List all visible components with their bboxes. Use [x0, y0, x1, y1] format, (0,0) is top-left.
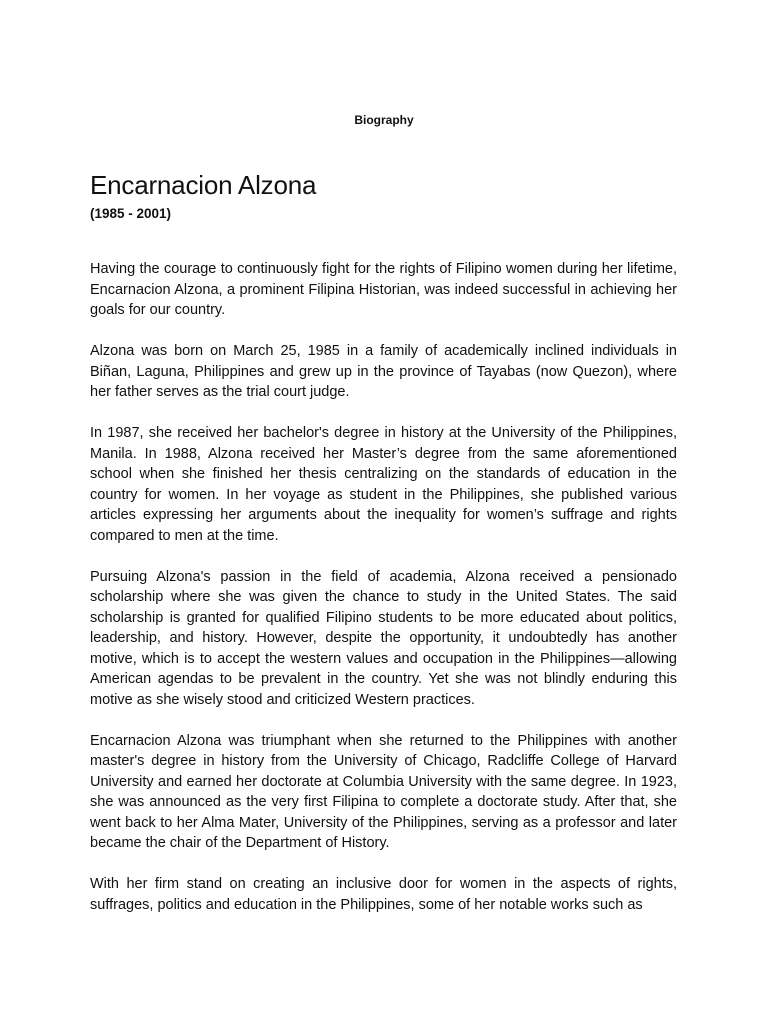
document-label: Biography	[354, 113, 414, 127]
document-body	[90, 259, 677, 936]
paragraph: Encarnacion Alzona was triumphant when she returned to the Philippines with another master's degree in history from the University of Chicago, Radcliffe College of Harvard University and earned her doctorate at Columbia University with the same degree. In 1923, she was announced as the very first Filipina to complete a doctorate study. After that, she went back to her Alma Mater, University of the Philippines, serving as a professor and later became the chair of the Department of History.	[90, 732, 677, 851]
document-title: Encarnacion Alzona	[90, 170, 317, 200]
paragraph: Alzona was born on March 25, 1985 in a family of academically inclined individuals in Biñan, Laguna, Philippines and grew up in the province of Tayabas (now Quezon), where her father serves as the trial court judge.	[90, 343, 677, 400]
paragraph: In 1987, she received her bachelor's degree in history at the University of the Philippines, Manila. In 1988, Alzona received her Master’s degree from the same aforementioned school when she finished her thesis centralizing on the standards of education in the country for women. In her voyage as student in the Philippines, she published various articles expressing her arguments about the inequality for women’s suffrage and rights compared to men at the time.	[90, 425, 677, 544]
paragraph: Having the courage to continuously fight for the rights of Filipino women during her lifetime, Encarnacion Alzona, a prominent Filipina Historian, was indeed successful in achieving her goals for our country.	[90, 261, 677, 318]
paragraph: Pursuing Alzona's passion in the field of academia, Alzona received a pensionado scholarship where she was given the chance to study in the United States. The said scholarship is granted for qualified Filipino students to be more educated about politics, leadership, and history. However, despite the opportunity, it undoubtedly has another motive, which is to accept the western values and occupation in the Philippines—allowing American agendas to be prevalent in the country. Yet she was not blindly enduring this motive as she wisely stood and criticized Western practices.	[90, 568, 677, 708]
document-years: (1985 - 2001)	[90, 206, 172, 221]
paragraph: With her firm stand on creating an inclusive door for women in the aspects of rights, suffrages, politics and education in the Philippines, some of her notable works such as	[90, 876, 677, 913]
